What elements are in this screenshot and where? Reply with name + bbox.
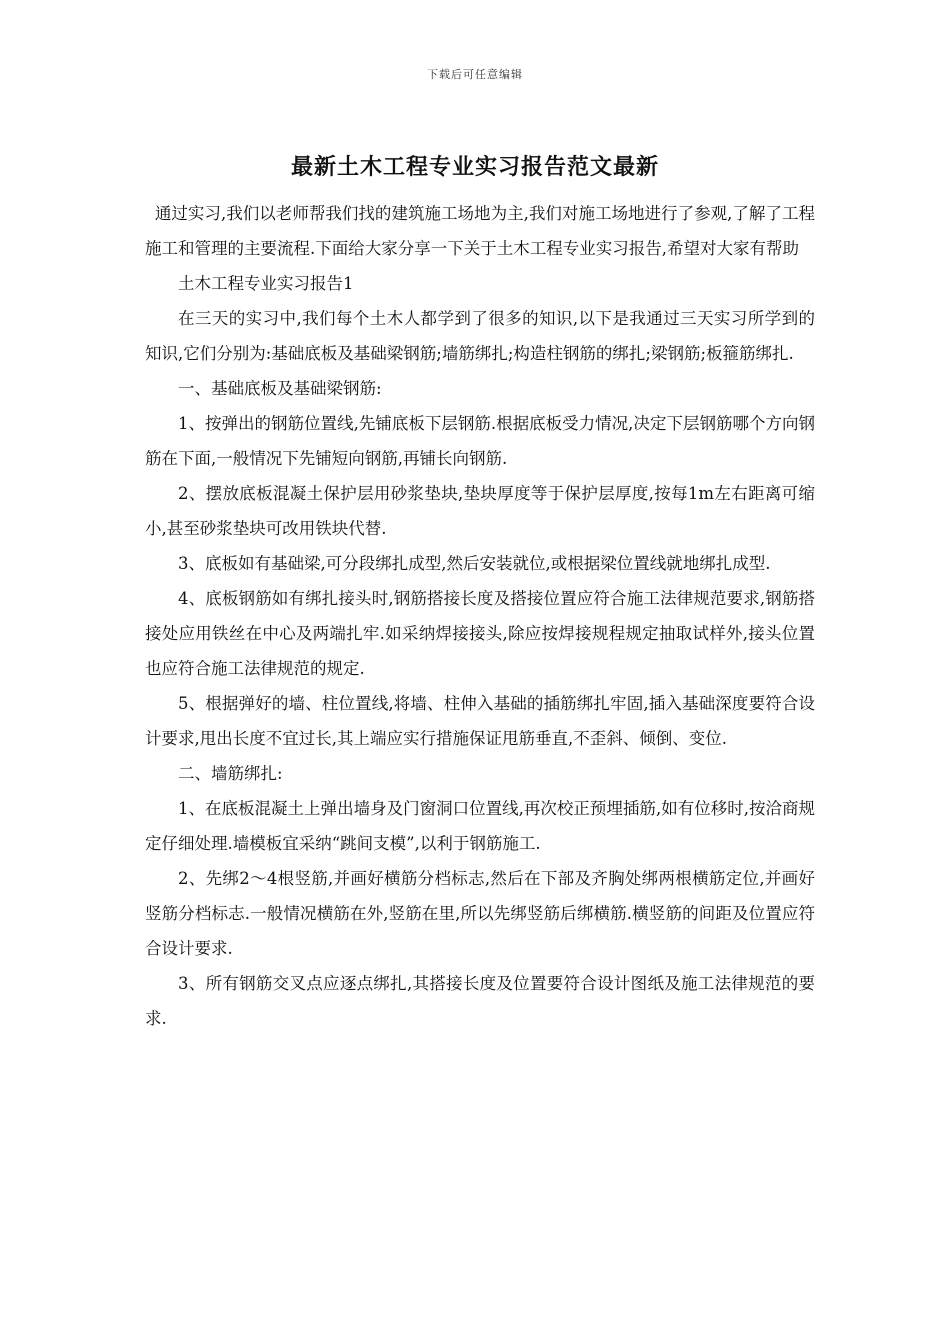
list-item: 5、根据弹好的墙、柱位置线,将墙、柱伸入基础的插筋绑扎牢固,插入基础深度要符合设计要求,甩出长度不宜过长,其上端应实行措施保证甩筋垂直,不歪斜、倾倒、变位. [145,694,815,748]
subsection-heading: 一、基础底板及基础梁钢筋: [178,379,382,398]
list-item: 1、按弹出的钢筋位置线,先铺底板下层钢筋.根据底板受力情况,决定下层钢筋哪个方向钢筋在下面,一般情况下先铺短向钢筋,再铺长向钢筋. [145,414,815,468]
section-heading: 土木工程专业实习报告1 [178,274,354,293]
list-item: 3、所有钢筋交叉点应逐点绑扎,其搭接长度及位置要符合设计图纸及施工法律规范的要求. [145,974,815,1028]
subsection-heading: 二、墙筋绑扎: [178,764,283,783]
list-item: 1、在底板混凝土上弹出墙身及门窗洞口位置线,再次校正预埋插筋,如有位移时,按洽商规定仔细处理.墙模板宜采纳“跳间支模”,以利于钢筋施工. [145,799,815,853]
list-item: 2、先绑2～4根竖筋,并画好横筋分档标志,然后在下部及齐胸处绑两根横筋定位,并画好竖筋分档标志.一般情况横筋在外,竖筋在里,所以先绑竖筋后绑横筋.横竖筋的间距及位置应符合设计要求. [145,869,815,958]
body-paragraph: 在三天的实习中,我们每个土木人都学到了很多的知识,以下是我通过三天实习所学到的知识,它们分别为:基础底板及基础梁钢筋;墙筋绑扎;构造柱钢筋的绑扎;梁钢筋;板箍筋绑扎. [145,309,815,363]
list-item: 2、摆放底板混凝土保护层用砂浆垫块,垫块厚度等于保护层厚度,按每1m左右距离可缩小,甚至砂浆垫块可改用铁块代替. [145,484,815,538]
list-item: 4、底板钢筋如有绑扎接头时,钢筋搭接长度及搭接位置应符合施工法律规范要求,钢筋搭接处应用铁丝在中心及两端扎牢.如采纳焊接接头,除应按焊接规程规定抽取试样外,接头位置也应符合施工法律规范的规定. [145,589,815,678]
intro-paragraph: 通过实习,我们以老师帮我们找的建筑施工场地为主,我们对施工场地进行了参观,了解了工程施工和管理的主要流程.下面给大家分享一下关于土木工程专业实习报告,希望对大家有帮助 [145,204,815,258]
list-item: 3、底板如有基础梁,可分段绑扎成型,然后安装就位,或根据梁位置线就地绑扎成型. [178,554,771,573]
document-body [145,196,815,1036]
header-note: 下载后可任意编辑 [427,68,523,81]
document-title: 最新土木工程专业实习报告范文最新 [290,154,659,180]
